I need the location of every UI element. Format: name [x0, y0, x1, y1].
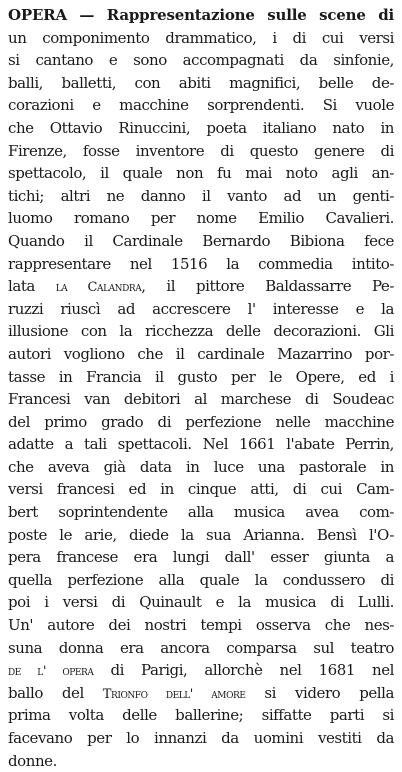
text-line [8, 366, 394, 389]
text-line [8, 750, 394, 772]
text-segment: pera francese era lungi dall' esser giunta a [8, 548, 394, 567]
text-line [8, 230, 394, 253]
text-line [8, 411, 394, 434]
text-line [8, 727, 394, 750]
text-segment: , il pittore Baldassarre Pe- [141, 277, 394, 296]
text-line [8, 546, 394, 569]
text-line [8, 388, 394, 411]
small-caps-title: la Calandra [55, 280, 142, 296]
text-line [8, 320, 394, 343]
text-line [8, 49, 394, 72]
text-line [8, 343, 394, 366]
text-segment: Francesi van debitori al marchese di Soudeac [8, 390, 394, 409]
text-line [8, 185, 394, 208]
dictionary-page [8, 4, 394, 772]
text-line [8, 253, 394, 276]
dictionary-entry-opera [8, 4, 394, 772]
text-line [8, 27, 394, 50]
text-line [8, 207, 394, 230]
entry-headword: OPERA [8, 6, 67, 24]
text-segment: rappresentare nel 1516 la commedia intito- [8, 254, 394, 273]
text-segment: si cantano e sono accompagnati da sinfonie, [8, 51, 394, 70]
text-segment: adatte a tali spettacoli. Nel 1661 l'abate Perrin, [8, 435, 394, 454]
text-segment: donne. [8, 751, 57, 770]
text-segment: balli, balletti, con abiti magnifici, belle de- [8, 73, 394, 92]
text-segment: di Parigi, allorchè nel 1681 nel [93, 661, 394, 680]
text-segment: corazioni e macchine sorprendenti. Si vuole [8, 96, 394, 115]
text-line [8, 591, 394, 614]
text-segment: lata [8, 277, 56, 296]
text-line [8, 478, 394, 501]
text-segment: del primo grado di perfezione nelle macchine [8, 412, 394, 431]
text-segment: un componimento drammatico, i di cui versi [8, 28, 394, 47]
text-line [8, 72, 394, 95]
text-line [8, 117, 394, 140]
text-segment: poi i versi di Quinault e la musica di Lulli. [8, 593, 394, 612]
text-segment: illusione con la ricchezza delle decorazioni. Gli [8, 322, 394, 341]
text-segment: ballo del [8, 683, 103, 702]
text-line [8, 4, 394, 27]
text-segment: — Rappresentazione sulle scene di [66, 6, 394, 24]
small-caps-title: Trionfo dell' amore [102, 686, 246, 702]
text-line [8, 659, 394, 682]
text-line [8, 524, 394, 547]
text-line [8, 614, 394, 637]
text-line [8, 456, 394, 479]
text-segment: Quando il Cardinale Bernardo Bibiona fece [8, 231, 394, 250]
text-segment: si videro pella [245, 683, 394, 702]
text-segment: poste le arie, diede la sua Arianna. Bensì l'O- [8, 525, 394, 544]
text-line [8, 298, 394, 321]
text-line [8, 94, 394, 117]
text-segment: ruzzi riuscì ad accrescere l' interesse e la [8, 299, 394, 318]
text-segment: che aveva già data in luce una pastorale in [8, 457, 394, 476]
text-line [8, 501, 394, 524]
text-line [8, 637, 394, 660]
text-line [8, 140, 394, 163]
text-segment: quella perfezione alla quale la condussero di [8, 570, 394, 589]
text-segment: suna donna era ancora comparsa sul teatro [8, 638, 394, 657]
text-segment: versi francesi ed in cinque atti, di cui Cam- [8, 480, 394, 499]
text-line [8, 569, 394, 592]
text-segment: bert soprintendente alla musica avea com- [8, 503, 394, 522]
text-segment: tasse in Francia il gusto per le Opere, ed i [8, 367, 394, 386]
text-segment: luomo romano per nome Emilio Cavalieri. [8, 209, 394, 228]
text-segment: che Ottavio Rinuccini, poeta italiano nato in [8, 118, 394, 137]
text-segment: tichi; altri ne danno il vanto ad un genti- [8, 186, 394, 205]
small-caps-title: de l' opera [8, 664, 94, 680]
text-segment: autori vogliono che il cardinale Mazarrino por- [8, 344, 394, 363]
text-segment: facevano per lo innanzi da uomini vestiti da [8, 729, 394, 747]
text-segment: spettacolo, il quale non fu mai noto agli an- [8, 164, 394, 183]
text-segment: Un' autore dei nostri tempi osserva che nes- [8, 616, 394, 635]
text-line [8, 433, 394, 456]
text-segment: prima volta delle ballerine; siffatte parti si [8, 706, 394, 725]
text-segment: Firenze, fosse inventore di questo genere di [8, 141, 394, 160]
text-line [8, 275, 394, 298]
text-line [8, 162, 394, 185]
text-line [8, 704, 394, 727]
text-line [8, 682, 394, 705]
